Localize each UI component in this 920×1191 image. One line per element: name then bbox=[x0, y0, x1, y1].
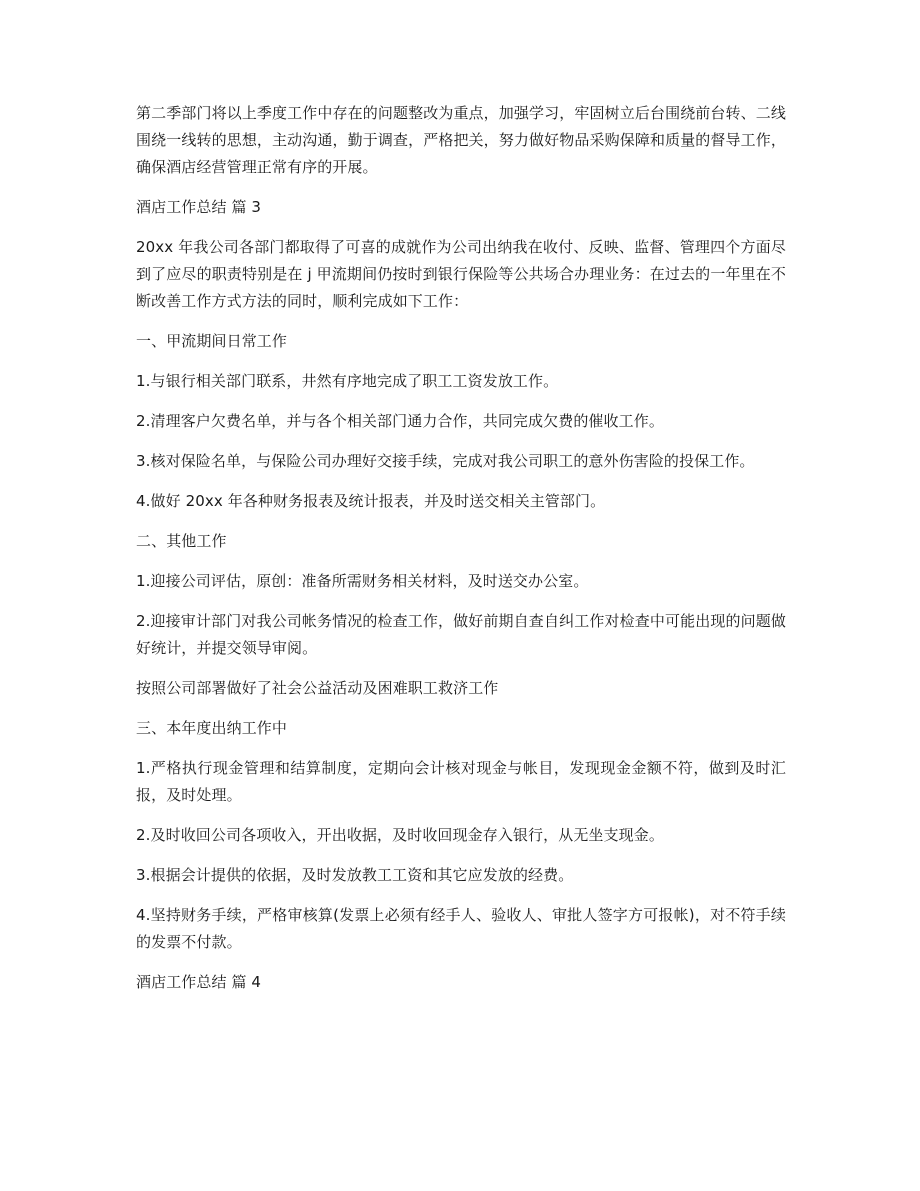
paragraph-summary: 20xx 年我公司各部门都取得了可喜的成就作为公司出纳我在收付、反映、监督、管理四个方面尽到了应尽的职责特别是在 j 甲流期间仍按时到银行保险等公共场合办理业务：在过去的一年里在不断改善工作方式方法的同时，顺利完成如下工作： bbox=[136, 238, 786, 310]
section-heading-part-3: 酒店工作总结 篇 3 bbox=[136, 198, 262, 216]
list-item-invoices: 4.坚持财务手续，严格审核算(发票上必须有经手人、验收人、审批人签字方可报帐)，对不符手续的发票不付款。 bbox=[136, 906, 786, 951]
list-item-insurance: 3.核对保险名单，与保险公司办理好交接手续，完成对我公司职工的意外伤害险的投保工作。 bbox=[136, 452, 755, 470]
list-item-cash-management: 1.严格执行现金管理和结算制度，定期向会计核对现金与帐目，发现现金金额不符，做到及时汇报，及时处理。 bbox=[136, 759, 786, 804]
list-item-bank: 1.与银行相关部门联系，井然有序地完成了职工工资发放工作。 bbox=[136, 372, 559, 390]
list-item-income: 2.及时收回公司各项收入，开出收据，及时收回现金存入银行，从无坐支现金。 bbox=[136, 826, 664, 844]
paragraph-charity: 按照公司部署做好了社会公益活动及困难职工救济工作 bbox=[136, 679, 499, 697]
paragraph-intro: 第二季部门将以上季度工作中存在的问题整改为重点，加强学习，牢固树立后台围绕前台转、二线围绕一线转的思想，主动沟通，勤于调查，严格把关，努力做好物品采购保障和质量的督导工作，确保酒店经营管理正常有序的开展。 bbox=[136, 104, 786, 176]
list-item-audit: 2.迎接审计部门对我公司帐务情况的检查工作，做好前期自查自纠工作对检查中可能出现的问题做好统计，并提交领导审阅。 bbox=[136, 612, 786, 657]
list-item-arrears: 2.清理客户欠费名单，并与各个相关部门通力合作，共同完成欠费的催收工作。 bbox=[136, 412, 664, 430]
section-heading-part-4: 酒店工作总结 篇 4 bbox=[136, 973, 262, 991]
subheading-daily-work: 一、甲流期间日常工作 bbox=[136, 332, 288, 350]
document-body bbox=[136, 100, 786, 1009]
list-item-salary: 3.根据会计提供的依据，及时发放教工工资和其它应发放的经费。 bbox=[136, 866, 574, 884]
list-item-evaluation: 1.迎接公司评估，原创：准备所需财务相关材料，及时送交办公室。 bbox=[136, 572, 589, 590]
subheading-cashier-work: 三、本年度出纳工作中 bbox=[136, 719, 288, 737]
subheading-other-work: 二、其他工作 bbox=[136, 532, 227, 550]
list-item-reports: 4.做好 20xx 年各种财务报表及统计报表，并及时送交相关主管部门。 bbox=[136, 492, 606, 510]
